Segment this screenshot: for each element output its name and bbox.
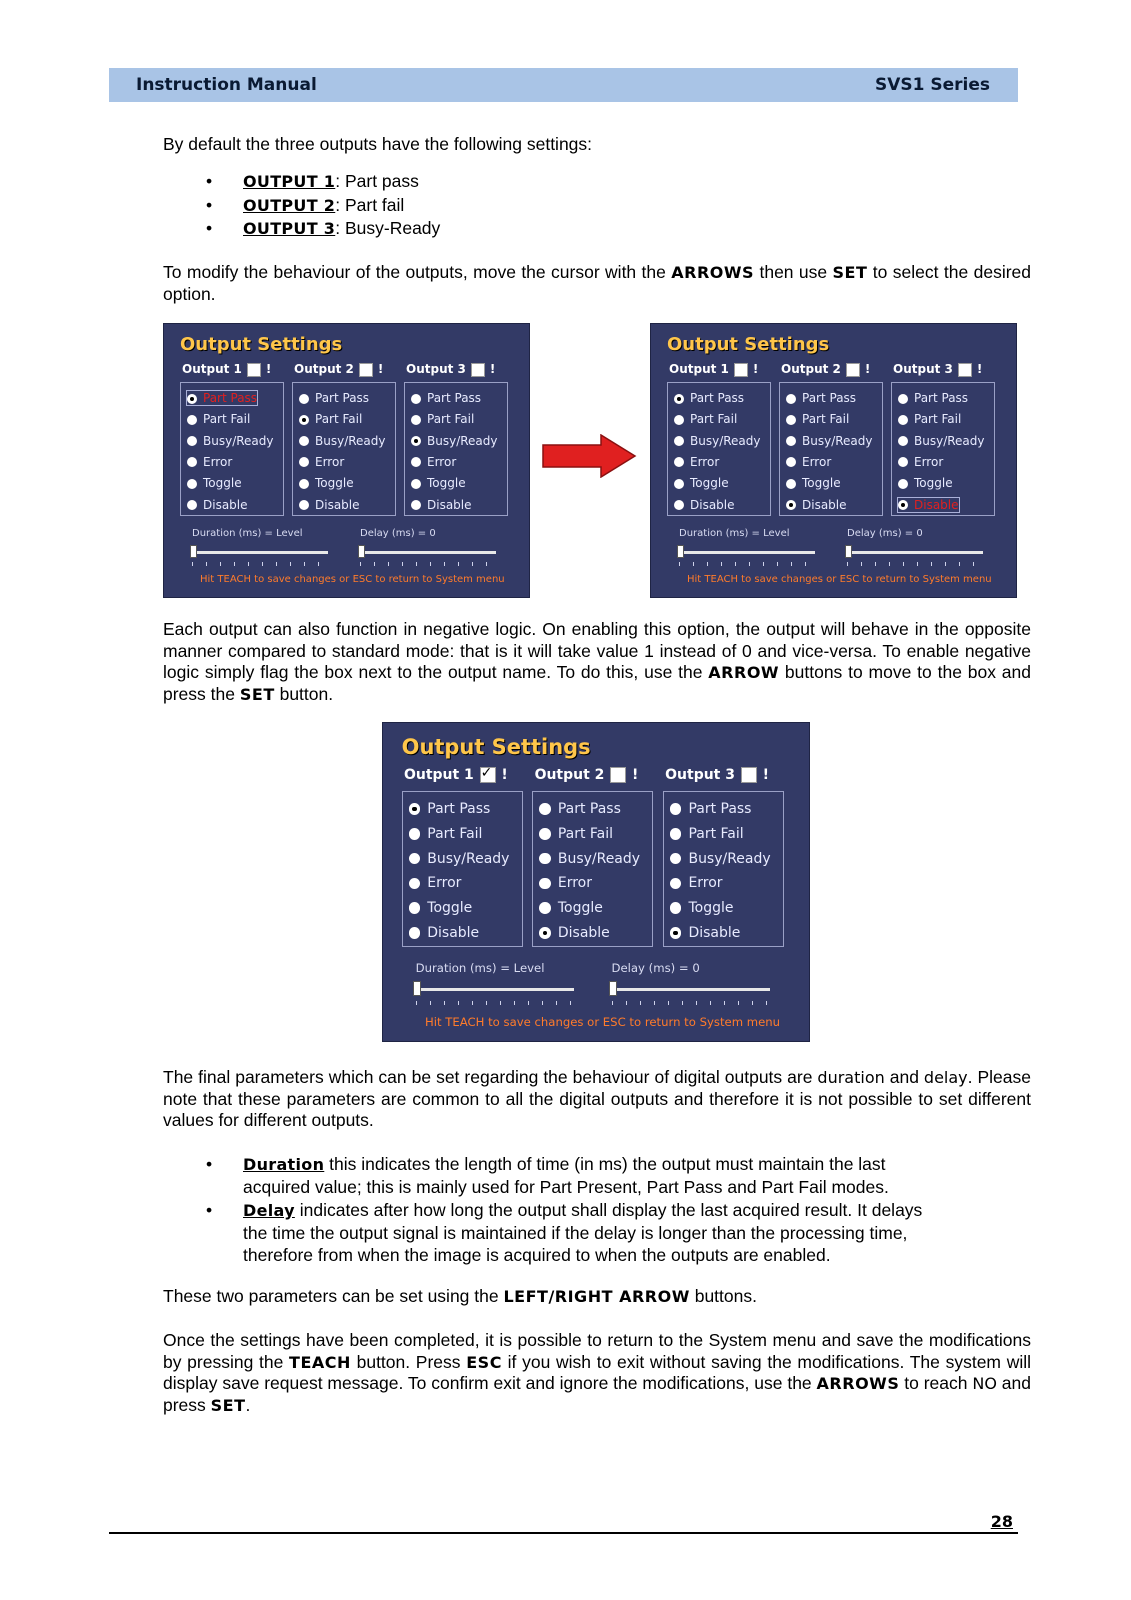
negative-logic-checkbox[interactable] [846, 363, 860, 377]
radio-icon[interactable] [409, 803, 421, 815]
radio-icon[interactable] [674, 500, 684, 510]
radio-icon[interactable] [187, 457, 197, 467]
output-name: Output 2 [781, 362, 841, 376]
panel-title: Output Settings [180, 334, 343, 355]
radio-icon[interactable] [670, 853, 682, 865]
radio-icon[interactable] [187, 500, 197, 510]
option-radio-item[interactable] [409, 925, 480, 941]
option-radio-item[interactable] [539, 925, 610, 941]
option-radio-item[interactable] [539, 826, 613, 842]
radio-selected-dot [789, 503, 793, 507]
output-options-group [663, 791, 784, 947]
page-header [109, 68, 1018, 102]
option-label: Disable [427, 925, 480, 942]
radio-icon[interactable] [187, 436, 197, 446]
negative-logic-paragraph: Each output can also function in negative logic. On enabling this option, the output will behave in the opposite manner compared to standard mode: that is it will take value 1 instead of 0 and vice-versa. To enable negative logic simply flag the box next to the output name. To do this, use the ARROW buttons to move to the box and press the SET button. [163, 619, 1031, 704]
exclamation-label: ! [864, 362, 871, 376]
radio-icon[interactable] [539, 878, 551, 890]
delay-slider[interactable] [358, 551, 496, 554]
radio-icon[interactable] [409, 853, 421, 865]
radio-icon[interactable] [409, 927, 421, 939]
option-radio-item[interactable] [299, 434, 386, 448]
option-label: Part Pass [427, 391, 482, 405]
option-radio-item[interactable] [670, 826, 744, 842]
output-name: Output 3 [406, 362, 466, 376]
delay-slider-ticks [360, 562, 496, 566]
option-label: Disable [802, 497, 847, 512]
option-radio-item[interactable] [411, 455, 456, 469]
radio-icon[interactable] [539, 902, 551, 914]
delay-slider[interactable] [609, 988, 770, 991]
option-label: Part Pass [914, 391, 969, 405]
radio-selected-dot [414, 439, 418, 443]
duration-slider-ticks [679, 562, 815, 566]
exclamation-label: ! [752, 362, 759, 376]
list-item: • Delay indicates after how long the output shall display the last acquired result. It delays the time the output signal is maintained if the delay is longer than the processing time, therefore from when the image is acquired to when the outputs are enabled. [163, 1199, 943, 1267]
panel-footer-hint: Hit TEACH to save changes or ESC to return to System menu [424, 1014, 781, 1029]
output-header [893, 362, 982, 377]
option-radio-item[interactable] [898, 498, 959, 512]
duration-slider-ticks [192, 562, 328, 566]
radio-icon[interactable] [411, 500, 421, 510]
duration-slider-ticks [416, 1001, 575, 1005]
option-radio-item[interactable] [299, 476, 354, 490]
option-label: Error [427, 454, 457, 469]
output-settings-screen-after [650, 323, 1017, 598]
option-label: Busy/Ready [688, 850, 771, 867]
radio-icon[interactable] [898, 500, 908, 510]
duration-label: Duration (ms) = Level [415, 960, 545, 975]
option-label: Busy/Ready [802, 433, 873, 448]
radio-icon[interactable] [411, 394, 421, 404]
option-radio-item[interactable] [539, 801, 621, 817]
option-radio-item[interactable] [411, 391, 481, 405]
option-label: Disable [690, 497, 735, 512]
intro-paragraph: By default the three outputs have the following settings: [163, 134, 593, 154]
option-label: Busy/Ready [557, 850, 641, 867]
radio-icon[interactable] [786, 500, 796, 510]
option-label: Part Fail [557, 825, 614, 842]
output-header [406, 362, 495, 377]
radio-icon[interactable] [670, 878, 682, 890]
option-label: Busy/Ready [203, 433, 274, 448]
output-header [404, 767, 508, 783]
list-item: • Duration this indicates the length of time (in ms) the output must maintain the last acquired value; this is mainly used for Part Present, Part Pass and Part Fail modes. [163, 1153, 943, 1199]
delay-slider-ticks [847, 562, 983, 566]
delay-slider-handle[interactable] [845, 545, 852, 558]
option-label: Part Fail [427, 825, 483, 842]
negative-logic-checkbox[interactable] [359, 363, 373, 377]
exclamation-label: ! [632, 767, 639, 784]
option-radio-item[interactable] [409, 851, 510, 867]
radio-icon[interactable] [898, 457, 908, 467]
radio-icon[interactable] [670, 803, 682, 815]
output-options-group [532, 791, 653, 947]
option-label: Part Pass [557, 800, 621, 817]
output-header [182, 362, 271, 377]
option-radio-item[interactable] [670, 851, 771, 867]
output-header [294, 362, 383, 377]
output-options-group [292, 382, 396, 516]
exclamation-label: ! [501, 767, 508, 784]
option-radio-item[interactable] [898, 434, 985, 448]
option-radio-item[interactable] [674, 391, 744, 405]
page-number: 28 [990, 1512, 1013, 1531]
radio-selected-dot [673, 931, 678, 936]
radio-icon[interactable] [786, 457, 796, 467]
option-radio-item[interactable] [670, 900, 734, 916]
duration-slider-handle[interactable] [190, 545, 197, 558]
radio-icon[interactable] [539, 828, 551, 840]
option-radio-item[interactable] [786, 434, 873, 448]
option-radio-item[interactable] [670, 875, 723, 891]
radio-selected-dot [543, 931, 548, 936]
option-radio-item[interactable] [898, 476, 953, 490]
radio-icon[interactable] [411, 457, 421, 467]
option-label: Toggle [203, 476, 242, 491]
option-label: Part Fail [688, 825, 744, 842]
duration-label: Duration (ms) = Level [192, 528, 303, 539]
radio-icon[interactable] [299, 436, 309, 446]
option-radio-item[interactable] [299, 498, 360, 512]
panel-footer-hint: Hit TEACH to save changes or ESC to return to System menu [687, 574, 992, 585]
radio-icon[interactable] [898, 394, 908, 404]
option-label: Toggle [690, 476, 729, 491]
radio-selected-dot [190, 397, 194, 401]
option-label: Toggle [688, 900, 734, 917]
option-label: Part Pass [427, 800, 491, 817]
option-radio-item[interactable] [411, 476, 466, 490]
negative-logic-checkbox[interactable] [734, 363, 748, 377]
option-radio-item[interactable] [898, 391, 968, 405]
option-radio-item[interactable] [786, 391, 856, 405]
radio-icon[interactable] [299, 500, 309, 510]
negative-logic-checkbox[interactable] [610, 767, 626, 783]
duration-label: Duration (ms) = Level [679, 528, 790, 539]
delay-slider-ticks [612, 1001, 771, 1005]
output-name: Output 2 [534, 767, 605, 784]
option-radio-item[interactable] [187, 391, 257, 405]
radio-icon[interactable] [674, 479, 684, 489]
output-header [665, 767, 769, 783]
radio-icon[interactable] [539, 803, 551, 815]
output-header [535, 767, 639, 783]
save-paragraph: Once the settings have been completed, it is possible to return to the System menu and save the modifications by pressing the TEACH button. Press ESC if you wish to exit without saving the modifications. The system will display save request message. To confirm exit and ignore the modifications, use the ARROWS to reach NO and press SET. [163, 1330, 1032, 1415]
radio-icon[interactable] [898, 415, 908, 425]
exclamation-label: ! [265, 362, 272, 376]
option-label: Part Fail [315, 412, 363, 427]
option-label: Toggle [427, 476, 466, 491]
output-settings-screen-negative [382, 722, 810, 1042]
radio-icon[interactable] [670, 902, 682, 914]
option-label: Part Fail [690, 412, 738, 427]
option-radio-item[interactable] [786, 412, 849, 426]
option-label: Disable [557, 925, 610, 942]
radio-selected-dot [901, 503, 905, 507]
option-radio-item[interactable] [411, 434, 498, 448]
option-radio-item[interactable] [786, 476, 841, 490]
output-name: Output 1 [182, 362, 242, 376]
radio-icon[interactable] [670, 828, 682, 840]
output-options-group [180, 382, 284, 516]
negative-logic-checkbox[interactable] [480, 767, 496, 783]
option-radio-item[interactable] [786, 455, 831, 469]
option-label: Error [557, 875, 592, 892]
output-name: Output 1 [669, 362, 729, 376]
header-title: Instruction Manual [136, 75, 317, 95]
option-label: Part Pass [688, 800, 752, 817]
output-name: Output 3 [665, 767, 735, 784]
option-label: Error [688, 875, 723, 892]
option-radio-item[interactable] [539, 875, 592, 891]
option-label: Toggle [802, 476, 841, 491]
option-radio-item[interactable] [539, 900, 603, 916]
list-item: • OUTPUT 1: Part pass [163, 170, 1031, 194]
option-label: Part Fail [802, 412, 850, 427]
output-name: Output 3 [893, 362, 953, 376]
parameters-list [163, 1153, 1031, 1266]
delay-slider-handle[interactable] [358, 545, 365, 558]
list-item: • OUTPUT 2: Part fail [163, 194, 1031, 218]
output-options-group [404, 382, 508, 516]
option-radio-item[interactable] [187, 476, 242, 490]
option-label: Disable [427, 497, 472, 512]
option-label: Part Pass [203, 391, 258, 405]
radio-selected-dot [412, 807, 417, 812]
final-parameters-paragraph: The final parameters which can be set regarding the behaviour of digital outputs are duration and delay. Please note that these parameters are common to all the digital outputs and therefore it is not possible to set different values for different outputs. [163, 1067, 1031, 1131]
output-options-group [891, 382, 995, 516]
modify-paragraph: To modify the behaviour of the outputs, move the cursor with the ARROWS then use SET to select the desired option. [163, 262, 1032, 304]
option-label: Toggle [557, 900, 603, 917]
option-radio-item[interactable] [299, 455, 344, 469]
duration-slider[interactable] [677, 551, 815, 554]
radio-icon[interactable] [411, 479, 421, 489]
delay-slider-handle[interactable] [609, 981, 617, 996]
option-radio-item[interactable] [409, 826, 483, 842]
duration-slider-handle[interactable] [677, 545, 684, 558]
radio-icon[interactable] [187, 394, 197, 404]
radio-selected-dot [302, 418, 306, 422]
radio-icon[interactable] [786, 436, 796, 446]
panel-footer-hint: Hit TEACH to save changes or ESC to return to System menu [200, 574, 505, 585]
option-radio-item[interactable] [299, 412, 362, 426]
option-radio-item[interactable] [674, 476, 729, 490]
negative-logic-checkbox[interactable] [741, 767, 757, 783]
option-radio-item[interactable] [786, 498, 847, 512]
option-label: Error [690, 454, 720, 469]
option-label: Busy/Ready [427, 433, 498, 448]
option-radio-item[interactable] [674, 434, 761, 448]
output-header [669, 362, 758, 377]
output-name: Output 2 [294, 362, 354, 376]
header-series: SVS1 Series [874, 75, 990, 95]
option-label: Part Pass [802, 391, 857, 405]
option-label: Error [427, 875, 462, 892]
radio-icon[interactable] [411, 415, 421, 425]
radio-icon[interactable] [898, 436, 908, 446]
radio-icon[interactable] [539, 853, 551, 865]
radio-icon[interactable] [674, 415, 684, 425]
option-radio-item[interactable] [411, 412, 474, 426]
list-item: • OUTPUT 3: Busy-Ready [163, 217, 1031, 241]
option-radio-item[interactable] [411, 498, 472, 512]
option-label: Part Fail [914, 412, 962, 427]
default-outputs-list [163, 170, 1031, 241]
option-radio-item[interactable] [674, 498, 735, 512]
radio-icon[interactable] [539, 927, 551, 939]
option-radio-item[interactable] [187, 498, 248, 512]
option-label: Busy/Ready [427, 850, 510, 867]
option-radio-item[interactable] [898, 455, 943, 469]
radio-icon[interactable] [187, 415, 197, 425]
option-radio-item[interactable] [674, 412, 737, 426]
option-label: Part Pass [690, 391, 745, 405]
option-radio-item[interactable] [674, 455, 719, 469]
delay-label: Delay (ms) = 0 [611, 960, 700, 975]
exclamation-label: ! [762, 767, 769, 784]
option-radio-item[interactable] [187, 434, 274, 448]
option-radio-item[interactable] [670, 925, 741, 941]
option-radio-item[interactable] [409, 900, 473, 916]
radio-icon[interactable] [409, 878, 421, 890]
panel-title: Output Settings [667, 334, 830, 355]
duration-slider[interactable] [413, 988, 574, 991]
panel-title: Output Settings [401, 734, 591, 759]
option-label: Disable [914, 497, 959, 512]
duration-slider-handle[interactable] [413, 981, 421, 996]
option-radio-item[interactable] [409, 875, 462, 891]
delay-label: Delay (ms) = 0 [847, 528, 923, 539]
exclamation-label: ! [976, 362, 983, 376]
option-label: Disable [688, 925, 741, 942]
negative-logic-checkbox[interactable] [471, 363, 485, 377]
option-label: Part Pass [315, 391, 370, 405]
exclamation-label: ! [489, 362, 496, 376]
option-label: Part Fail [203, 412, 251, 427]
option-radio-item[interactable] [409, 801, 491, 817]
option-label: Part Fail [427, 412, 475, 427]
option-radio-item[interactable] [670, 801, 752, 817]
option-radio-item[interactable] [299, 391, 369, 405]
radio-icon[interactable] [299, 479, 309, 489]
output-name: Output 1 [403, 767, 474, 784]
output-options-group [402, 791, 523, 947]
option-label: Error [914, 454, 944, 469]
option-label: Busy/Ready [690, 433, 761, 448]
option-label: Toggle [914, 476, 953, 491]
option-label: Disable [203, 497, 248, 512]
radio-icon[interactable] [674, 457, 684, 467]
negative-logic-checkbox[interactable] [247, 363, 261, 377]
negative-logic-checkbox[interactable] [958, 363, 972, 377]
radio-icon[interactable] [411, 436, 421, 446]
radio-icon[interactable] [786, 479, 796, 489]
option-label: Error [315, 454, 345, 469]
duration-slider[interactable] [190, 551, 328, 554]
delay-label: Delay (ms) = 0 [360, 528, 436, 539]
option-radio-item[interactable] [187, 455, 232, 469]
radio-icon[interactable] [409, 902, 421, 914]
output-settings-screen-before [163, 323, 530, 598]
radio-icon[interactable] [786, 394, 796, 404]
radio-icon[interactable] [299, 415, 309, 425]
exclamation-label: ! [377, 362, 384, 376]
radio-icon[interactable] [674, 436, 684, 446]
radio-icon[interactable] [187, 479, 197, 489]
radio-icon[interactable] [409, 828, 421, 840]
output-options-group [779, 382, 883, 516]
delay-slider[interactable] [845, 551, 983, 554]
footer-rule [109, 1532, 1018, 1534]
radio-icon[interactable] [898, 479, 908, 489]
option-radio-item[interactable] [539, 851, 640, 867]
radio-selected-dot [677, 397, 681, 401]
option-label: Error [802, 454, 832, 469]
option-label: Toggle [427, 900, 473, 917]
radio-icon[interactable] [670, 927, 682, 939]
option-radio-item[interactable] [187, 412, 250, 426]
radio-icon[interactable] [299, 394, 309, 404]
option-label: Busy/Ready [914, 433, 985, 448]
left-right-paragraph: These two parameters can be set using the LEFT/RIGHT ARROW buttons. [163, 1286, 757, 1306]
right-arrow-icon [541, 434, 637, 478]
option-label: Disable [315, 497, 360, 512]
output-options-group [667, 382, 771, 516]
option-label: Error [203, 454, 233, 469]
radio-icon[interactable] [299, 457, 309, 467]
radio-icon[interactable] [786, 415, 796, 425]
radio-icon[interactable] [674, 394, 684, 404]
option-radio-item[interactable] [898, 412, 961, 426]
output-header [781, 362, 870, 377]
option-label: Busy/Ready [315, 433, 386, 448]
option-label: Toggle [315, 476, 354, 491]
